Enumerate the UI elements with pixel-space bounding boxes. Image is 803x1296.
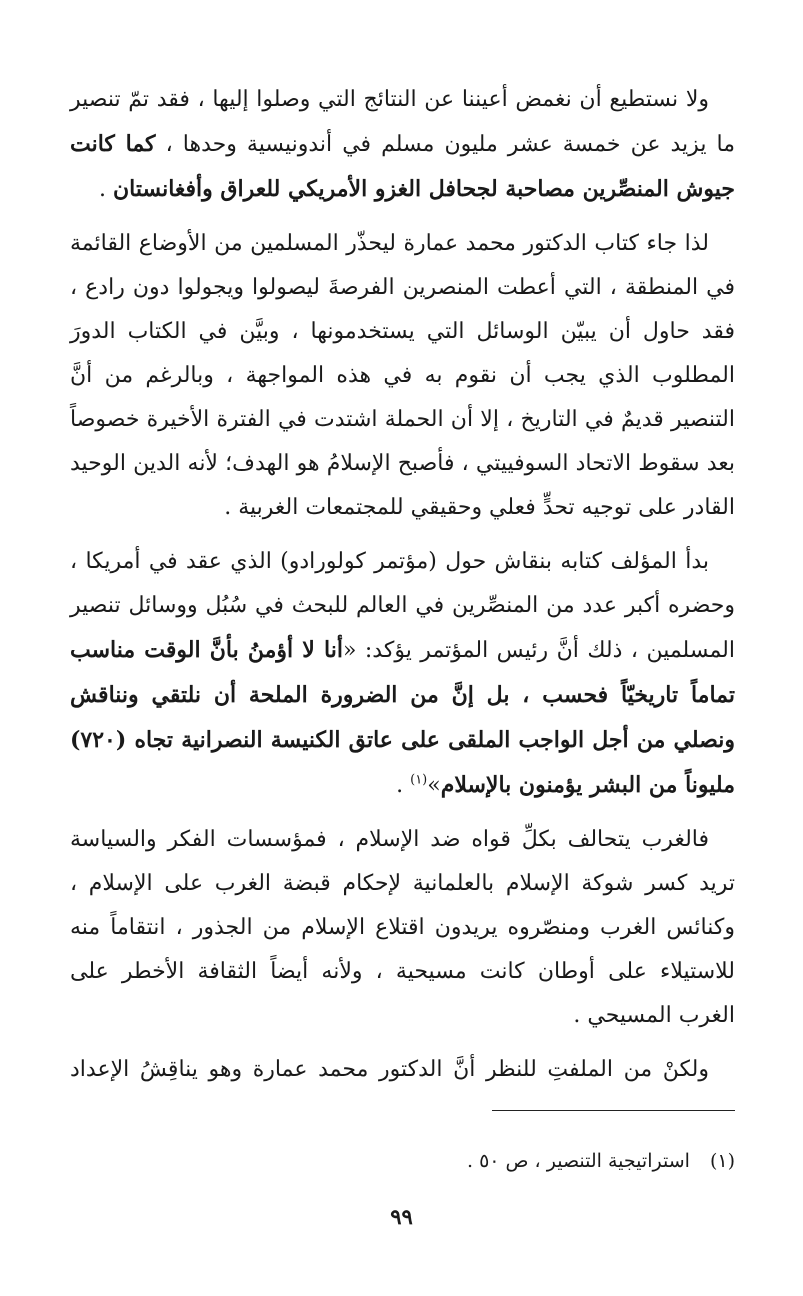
text-run: . <box>396 773 411 798</box>
text-run: ولكنْ من الملفتِ للنظر أنَّ الدكتور محمد عمارة وهو يناقِشُ الإعداد <box>70 1057 709 1082</box>
bold-text-run: كما كانت جيوش المنصِّرين مصاحبة لجحافل الغزو الأمريكي للعراق وأفغانستان <box>70 131 735 202</box>
text-run: لذا جاء كتاب الدكتور محمد عمارة ليحذّر المسلمين من الأوضاع القائمة في المنطقة ، التي أعطت المنصرين الفرصةَ ليصولوا ويجولوا دون رادع ، فقد حاول أن يبيّن الوسائل التي يستخدمونها ، وبيَّن في الكتاب الدورَ المطلوب الذي يجب أن نقوم به في هذه المواجهة ، وبالرغم من أنَّ التنصير قديمٌ في التاريخ ، إلا أن الحملة اشتدت في الفترة الأخيرة خصوصاً بعد سقوط الاتحاد السوفييتي ، فأصبح الإسلامُ هو الهدف؛ لأنه الدين الوحيد القادر على توجيه تحدٍّ فعلي وحقيقي للمجتمعات الغربية . <box>70 231 735 520</box>
text-run: بدأ المؤلف كتابه بنقاش حول (مؤتمر كولورادو) الذي عقد في أمريكا ، وحضره أكبر عدد من المنصِّرين في العالم للبحث في سُبُل ووسائل تنصير المسلمين ، ذلك أنَّ رئيس المؤتمر يؤكد: « <box>70 549 735 663</box>
main-text <box>70 78 735 1102</box>
page-number: ٩٩ <box>390 1204 413 1229</box>
text-run: » <box>427 773 441 798</box>
footnote <box>70 1146 735 1176</box>
paragraph-4 <box>70 818 735 1038</box>
footnote-reference: (١) <box>410 772 428 788</box>
footnote-divider <box>492 1110 735 1111</box>
paragraph-3 <box>70 540 735 808</box>
text-run: فالغرب يتحالف بكلِّ قواه ضد الإسلام ، فمؤسسات الفكر والسياسة تريد كسر شوكة الإسلام بالعلمانية لإحكام قبضة الغرب على الإسلام ، وكنائس الغرب ومنصّروه يريدون اقتلاع الإسلام من الجذور ، انتقاماً منه للاستيلاء على أوطان كانت مسيحية ، ولأنه أيضاً الثقافة الأخطر على الغرب المسيحي . <box>70 827 735 1028</box>
bold-text-run: أنا لا أؤمنُ بأنَّ الوقت مناسب تماماً تاريخيّاً فحسب ، بل إنَّ من الضرورة الملحة أن نلتقي ونناقش ونصلي من أجل الواجب الملقى على عاتق الكنيسة النصرانية تجاه (٧٢٠) مليوناً من البشر يؤمنون بالإسلام <box>70 637 735 798</box>
paragraph-2 <box>70 222 735 530</box>
text-run: . <box>98 177 113 202</box>
footnote-text: استراتيجية التنصير ، ص ٥٠ . <box>466 1150 690 1172</box>
paragraph-5 <box>70 1048 735 1092</box>
paragraph-1 <box>70 78 735 212</box>
text-run: ولا نستطيع أن نغمض أعيننا عن النتائج التي وصلوا إليها ، فقد تمّ تنصير ما يزيد عن خمسة عشر مليون مسلم في أندونيسية وحدها ، <box>70 87 735 157</box>
footnote-number: (١) <box>709 1150 735 1172</box>
